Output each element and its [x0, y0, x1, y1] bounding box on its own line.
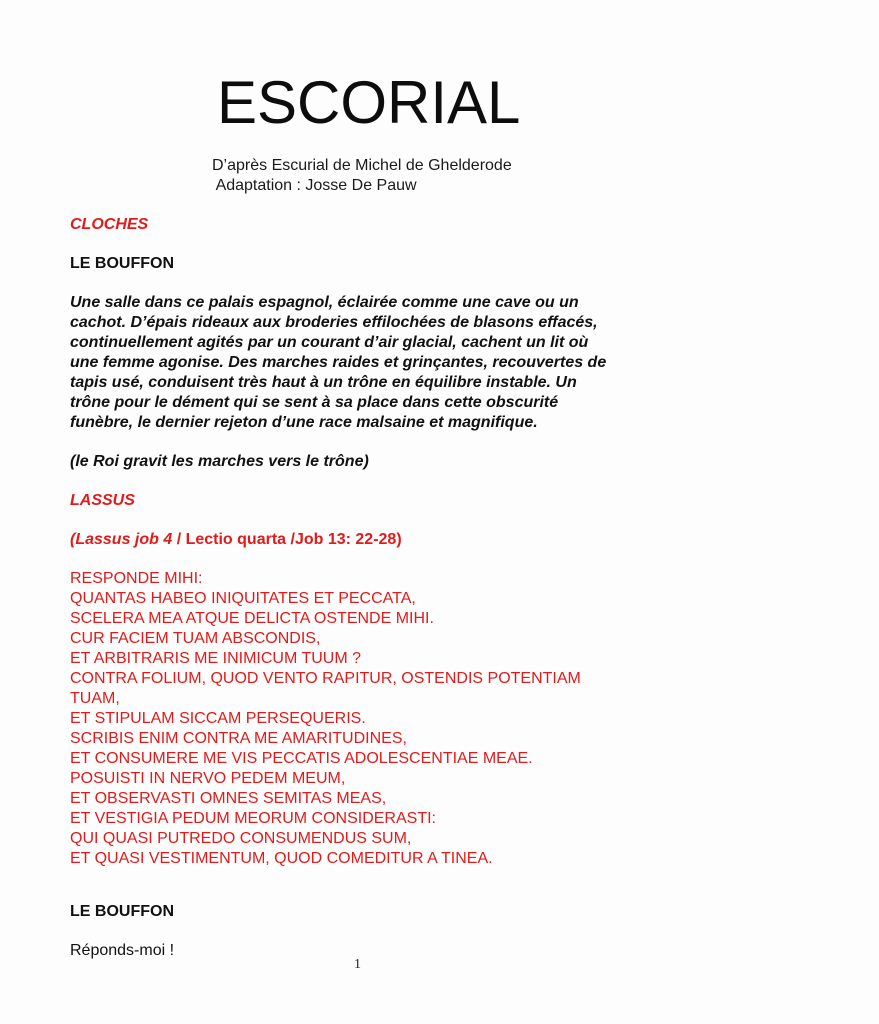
lyric-line: RESPONDE MIHI:	[70, 570, 203, 587]
cue-cloches: CLOCHES	[70, 216, 149, 233]
cue-lassus: LASSUS	[70, 492, 135, 509]
lyric-line: ET VESTIGIA PEDUM MEORUM CONSIDERASTI:	[70, 810, 436, 827]
lyric-line: ET CONSUMERE ME VIS PECCATIS ADOLESCENTIAE MEAE.	[70, 750, 533, 767]
lyric-line: ET OBSERVASTI OMNES SEMITAS MEAS,	[70, 790, 387, 807]
music-reference	[70, 530, 690, 550]
stage-direction-line: une femme agonise. Des marches raides et grinçantes, recouvertes de	[70, 354, 607, 371]
lyric-line: SCRIBIS ENIM CONTRA ME AMARITUDINES,	[70, 730, 407, 747]
lyric-line: ET QUASI VESTIMENTUM, QUOD COMEDITUR A TINEA.	[70, 850, 493, 867]
stage-direction	[70, 293, 690, 433]
lyric-line: CUR FACIEM TUAM ABSCONDIS,	[70, 630, 321, 647]
lyric-line: QUANTAS HABEO INIQUITATES ET PECCATA,	[70, 590, 416, 607]
lyric-line: ET ARBITRARIS ME INIMICUM TUUM ?	[70, 650, 361, 667]
latin-lyrics	[70, 569, 690, 869]
stage-direction-king: (le Roi gravit les marches vers le trône)	[70, 453, 369, 470]
stage-direction-line: funèbre, le dernier rejeton d’une race malsaine et magnifique.	[70, 414, 538, 431]
page-number: 1	[354, 957, 361, 972]
stage-direction-line: Une salle dans ce palais espagnol, éclairée comme une cave ou un	[70, 294, 579, 311]
stage-direction-line: tapis usé, conduisent très haut à un trône en équilibre instable. Un	[70, 374, 577, 391]
lyric-line: ET STIPULAM SICCAM PERSEQUERIS.	[70, 710, 366, 727]
subtitle-source: D’après Escurial de Michel de Ghelderode	[212, 157, 512, 174]
document-title: ESCORIAL	[217, 69, 521, 136]
lyric-line: CONTRA FOLIUM, QUOD VENTO RAPITUR, OSTENDIS POTENTIAM	[70, 670, 581, 687]
lyric-line: TUAM,	[70, 690, 120, 707]
music-reference-rest: / Lectio quarta /Job 13: 22-28)	[172, 531, 402, 548]
script-body	[70, 215, 690, 961]
stage-direction-line: continuellement agités par un courant d’air glacial, cachent un lit où	[70, 334, 589, 351]
speaker-heading: LE BOUFFON	[70, 903, 174, 920]
lyric-line: SCELERA MEA ATQUE DELICTA OSTENDE MIHI.	[70, 610, 434, 627]
speaker-heading: LE BOUFFON	[70, 255, 174, 272]
music-reference-italic: (Lassus job 4	[70, 531, 173, 548]
dialogue-line: Réponds-moi !	[70, 942, 175, 959]
subtitle	[212, 156, 512, 196]
lyric-line: POSUISTI IN NERVO PEDEM MEUM,	[70, 770, 346, 787]
lyric-line: QUI QUASI PUTREDO CONSUMENDUS SUM,	[70, 830, 412, 847]
subtitle-adaptation: Adaptation : Josse De Pauw	[212, 177, 417, 194]
stage-direction-line: trône pour le dément qui se sent à sa place dans cette obscurité	[70, 394, 559, 411]
stage-direction-line: cachot. D’épais rideaux aux broderies effilochées de blasons effacés,	[70, 314, 598, 331]
